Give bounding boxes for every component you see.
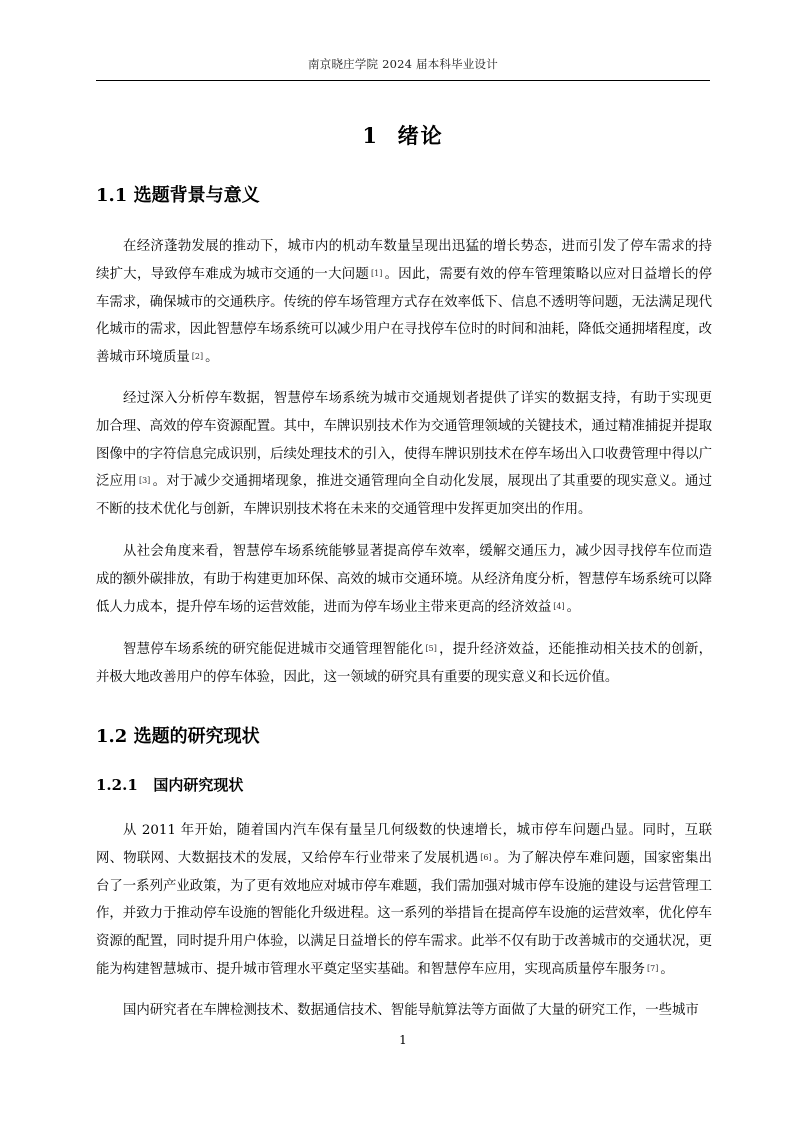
citation-marker: [3] [138,476,151,486]
header-rule [96,80,710,81]
citation-marker: [6] [480,852,492,862]
paragraph-text: 国内研究者在车牌检测技术、数据通信技术、智能导航算法等方面做了大量的研究工作，一些城市 [123,1003,699,1018]
section-1-1-heading: 1.1 选题背景与意义 [96,185,260,206]
paragraph [96,233,712,372]
paragraph [96,385,712,524]
paragraph [96,636,712,692]
paragraph-text: ，提升经济效益，还能推动相关技术的创新，并极大地改善用户的停车体验，因此，这一领域的研究具有重要的现实意义和长远价值。 [96,642,713,685]
paragraph-text: 智慧停车场系统的研究能促进城市交通管理智能化 [123,642,424,657]
page-number: 1 [399,1033,407,1047]
paragraph-text: 。为了解决停车难问题，国家密集出台了一系列产业政策，为了更有效地应对城市停车难题，我们需加强对城市停车设施的建设与运营管理工作，并致力于推动停车设施的智能化升级进程。这一系列的举措旨在提高停车设施的运营效率，优化停车资源的配置，同时提升用户体验，以满足日益增长的停车需求。此举不仅有助于改善城市的交通状况，更能为构建智慧城市、提升城市管理水平奠定坚实基础。和智慧停车应用，实现高质量停车服务 [96,850,712,977]
paragraph-text: 。 [660,961,674,977]
citation-marker: [1] [371,268,383,278]
paragraph-text: 。 [566,599,581,615]
paragraph [96,538,712,621]
paragraph-text: 。 [205,350,219,366]
paragraph-text: 。对于减少交通拥堵现象，推进交通管理向全自动化发展，展现出了其重要的现实意义。通过不断的技术优化与创新，车牌识别技术将在未来的交通管理中发挥更加突出的作用。 [96,474,713,518]
paragraph-text: 在经济蓬勃发展的推动下，城市内的机动车数量呈现出迅猛的增长势态，进而引发了停车需求的持续扩大，导致停车难成为城市交通的一大问题 [96,239,712,282]
paragraph-text: 。因此，需要有效的停车管理策略以应对日益增长的停车需求，确保城市的交通秩序。传统的停车场管理方式存在效率低下、信息不透明等问题，无法满足现代化城市的需求，因此智慧停车场系统可以减少用户在寻找停车位时的时间和油耗，降低交通拥堵程度，改善城市环境质量 [96,266,713,366]
section-1-2-1-heading: 1.2.1 国内研究现状 [96,776,244,794]
chapter-title: 1 绪论 [362,123,444,148]
running-header: 南京晓庄学院 2024 届本科毕业设计 [308,57,498,71]
paragraph [96,817,712,984]
citation-marker: [5] [425,644,437,653]
citation-marker: [4] [553,601,565,611]
paragraph-text: 从社会角度来看，智慧停车场系统能够显著提高停车效率，缓解交通压力，减少因寻找停车位而造成的额外碳排放，有助于构建更加环保、高效的城市交通环境。从经济角度分析，智慧停车场系统可以降低人力成本，提升停车场的运营效能，进而为停车场业主带来更高的经济效益 [96,544,712,615]
paragraph-text: 从 2011 年开始，随着国内汽车保有量呈几何级数的快速增长，城市停车问题凸显。同时，互联网、物联网、大数据技术的发展，又给停车行业带来了发展机遇 [96,823,712,866]
paragraph-text: 经过深入分析停车数据，智慧停车场系统为城市交通规划者提供了详实的数据支持，有助于实现更加合理、高效的停车资源配置。其中，车牌识别技术作为交通管理领域的关键技术，通过精准捕捉并提取图像中的字符信息完成识别，后续处理技术的引入，使得车牌识别技术在停车场出入口收费管理中得以广泛应用 [96,391,712,490]
citation-marker: [2] [191,352,204,362]
paragraph [96,997,712,1025]
citation-marker: [7] [647,963,659,973]
section-1-2-heading: 1.2 选题的研究现状 [96,726,260,747]
